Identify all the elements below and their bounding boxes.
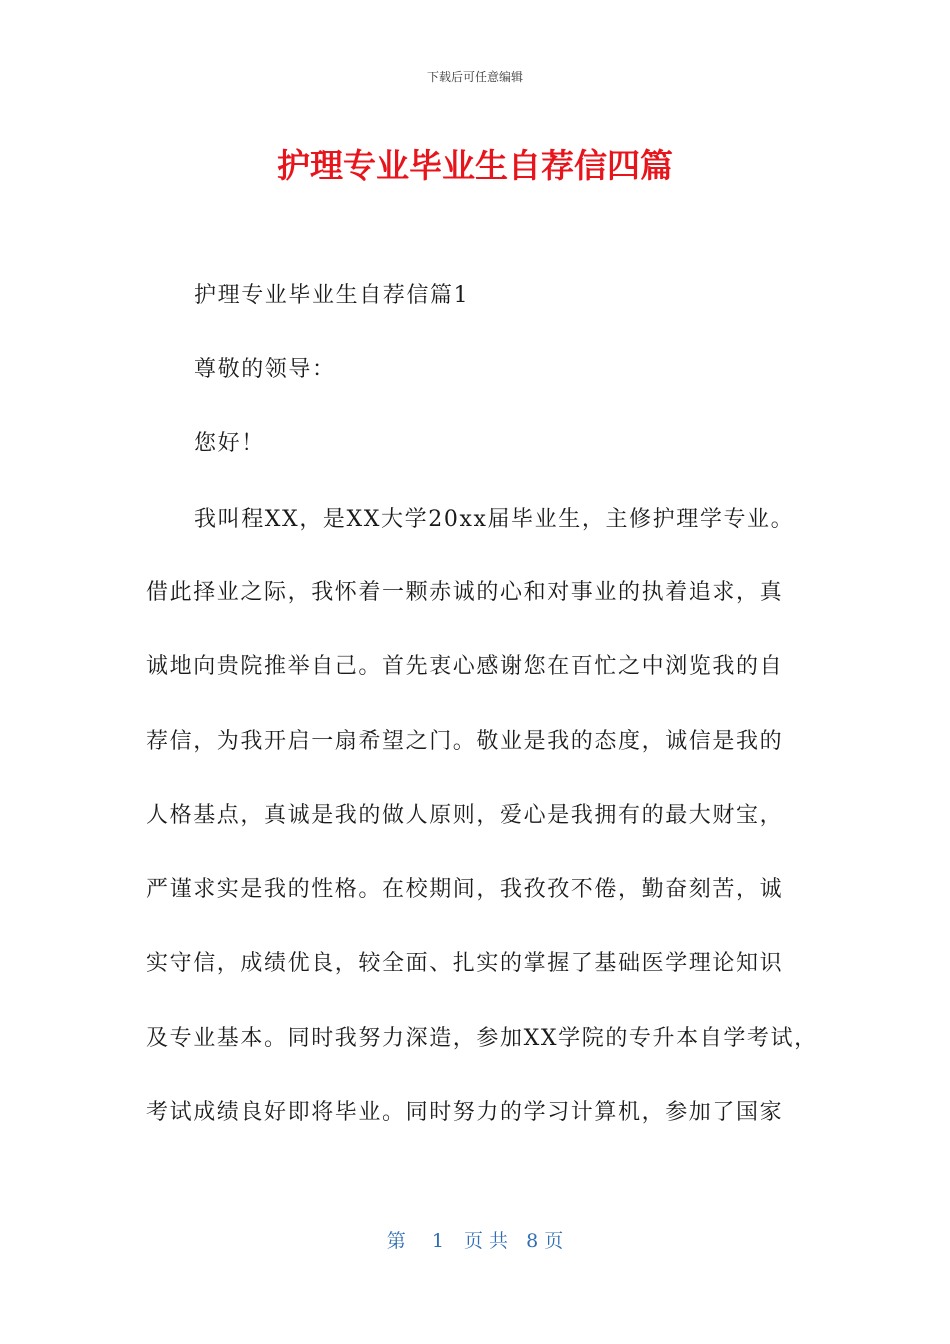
salutation: 尊敬的领导： xyxy=(194,357,336,382)
body-line: 借此择业之际，我怀着一颗赤诚的心和对事业的执着追求，真 xyxy=(146,580,784,605)
footer-middle: 页 共 xyxy=(464,1230,509,1252)
body-line: 及专业基本。同时我努力深造，参加XX学院的专升本自学考试， xyxy=(146,1026,818,1051)
footer-current-page: 1 xyxy=(431,1230,444,1252)
body-line: 荐信，为我开启一扇希望之门。敬业是我的态度，诚信是我的 xyxy=(146,729,784,754)
body-line: 严谨求实是我的性格。在校期间，我孜孜不倦，勤奋刻苦，诚 xyxy=(146,877,784,902)
section-heading: 护理专业毕业生自荐信篇1 xyxy=(194,283,470,308)
greeting: 您好！ xyxy=(194,431,265,456)
body-line: 诚地向贵院推举自己。首先衷心感谢您在百忙之中浏览我的自 xyxy=(146,654,784,679)
body-line: 考试成绩良好即将毕业。同时努力的学习计算机，参加了国家 xyxy=(146,1100,784,1125)
footer-total-pages: 8 xyxy=(526,1230,539,1252)
footer-suffix: 页 xyxy=(544,1230,564,1252)
page-footer xyxy=(0,1226,950,1253)
header-note: 下载后可任意编辑 xyxy=(426,70,523,84)
footer-prefix: 第 xyxy=(386,1230,406,1252)
document-title: 护理专业毕业生自荐信四篇 xyxy=(277,146,673,185)
body-line: 人格基点，真诚是我的做人原则，爱心是我拥有的最大财宝， xyxy=(146,803,784,828)
body-line: 我叫程XX，是XX大学20xx届毕业生，主修护理学专业。 xyxy=(194,507,795,532)
body-line: 实守信，成绩优良，较全面、扎实的掌握了基础医学理论知识 xyxy=(146,951,784,976)
